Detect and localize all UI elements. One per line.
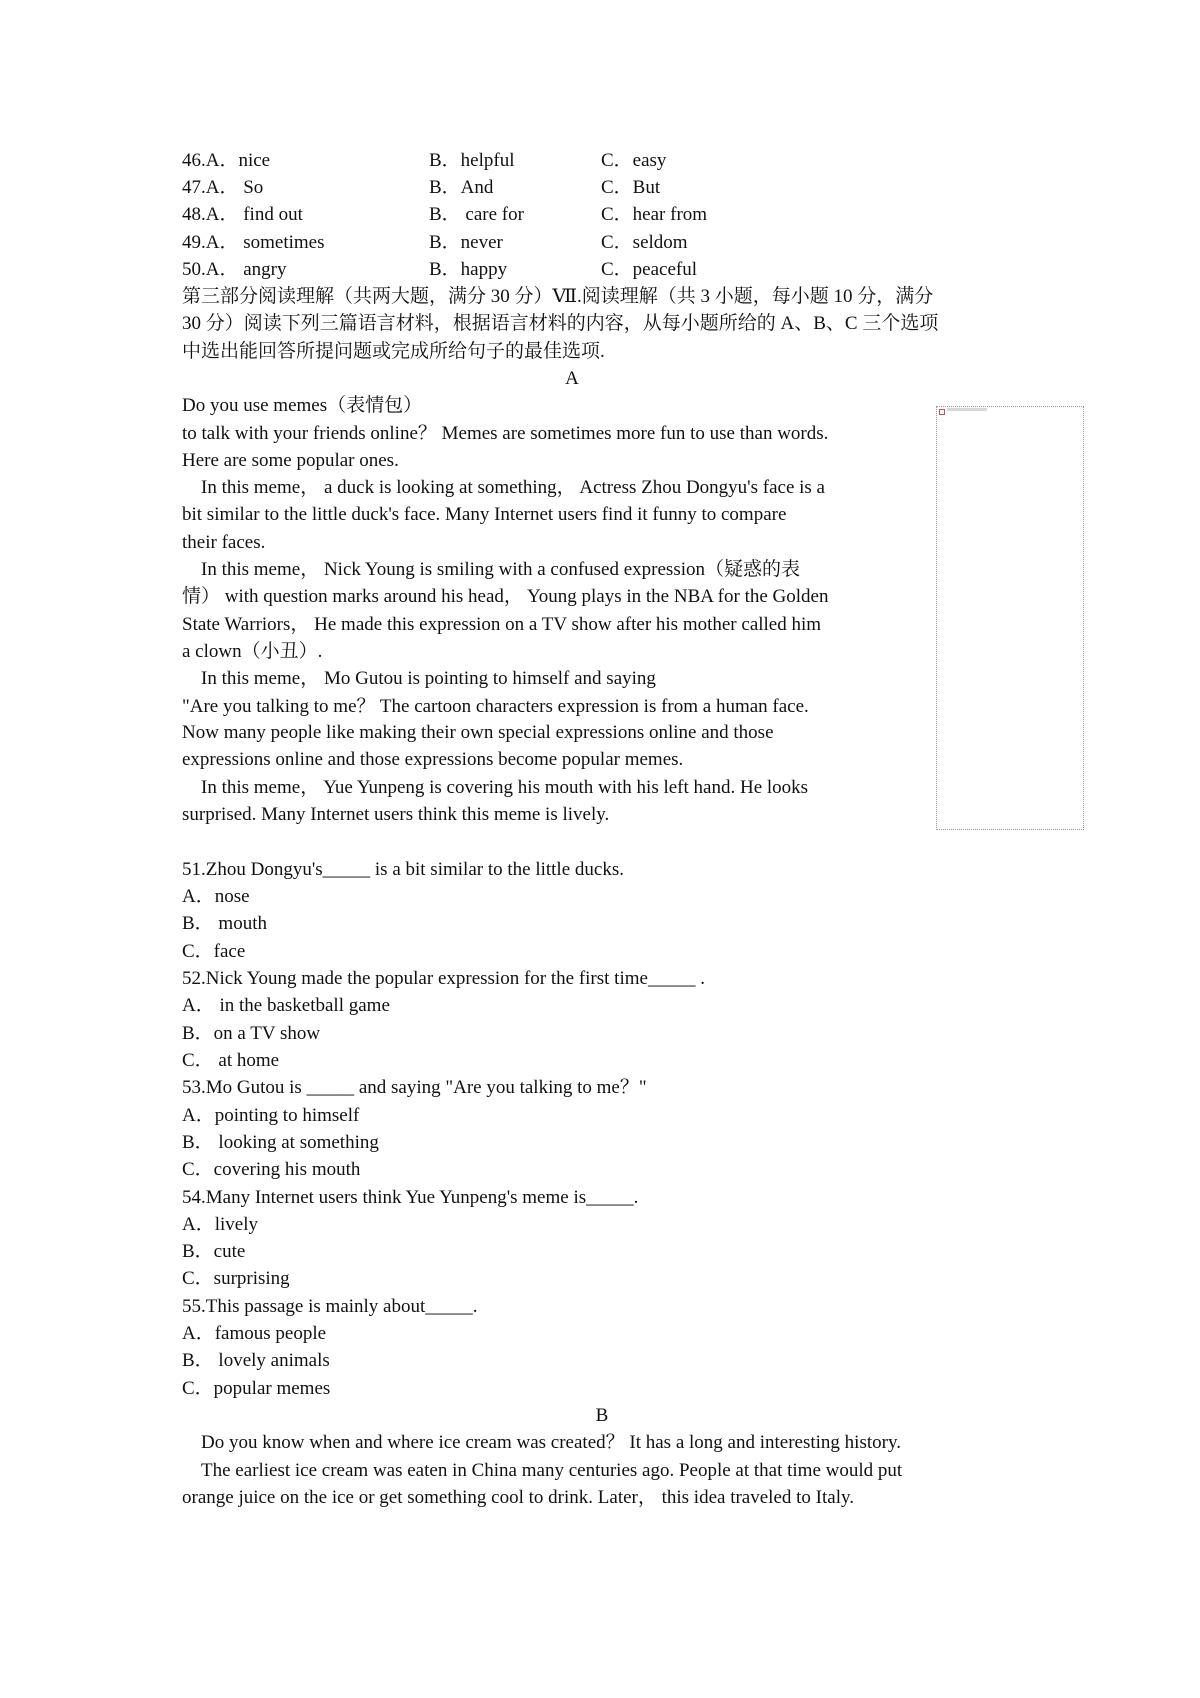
- answer-option: A．lively: [182, 1214, 258, 1235]
- passage-line: Now many people like making their own special expressions online and those: [182, 722, 774, 743]
- answer-option: B．on a TV show: [182, 1023, 321, 1044]
- option-a: 50.A． angry: [182, 259, 287, 280]
- answer-option: B． lovely animals: [182, 1350, 330, 1371]
- question-stem: 53.Mo Gutou is _____ and saying "Are you talking to me？": [182, 1077, 647, 1098]
- passage-line: In this meme， Yue Yunpeng is covering his mouth with his left hand. He looks: [182, 777, 809, 798]
- option-c: C．seldom: [601, 232, 688, 253]
- passage-line: surprised. Many Internet users think this meme is lively.: [182, 804, 610, 825]
- passage-line: a clown（小丑）.: [182, 641, 323, 662]
- passage-line: bit similar to the little duck's face. Many Internet users find it funny to compare: [182, 504, 787, 525]
- question-stem: 52.Nick Young made the popular expression for the first time_____ .: [182, 968, 705, 989]
- option-b: B．happy: [429, 259, 508, 280]
- answer-option: B．cute: [182, 1241, 246, 1262]
- section-intro-line: 30 分）阅读下列三篇语言材料，根据语言材料的内容，从每小题所给的 A、B、C 三个选项: [182, 313, 939, 334]
- option-c: C．easy: [601, 150, 667, 171]
- option-c: C．peaceful: [601, 259, 698, 280]
- passage-line: The earliest ice cream was eaten in China many centuries ago. People at that time would put: [182, 1460, 903, 1481]
- option-a: 48.A． find out: [182, 204, 303, 225]
- answer-option: A．nose: [182, 886, 250, 907]
- answer-option: B． mouth: [182, 913, 267, 934]
- passage-line: Here are some popular ones.: [182, 450, 399, 471]
- image-caption-mark: [947, 408, 987, 411]
- meme-image-placeholder: [936, 406, 1084, 830]
- option-b: B．And: [429, 177, 494, 198]
- answer-option: A．famous people: [182, 1323, 327, 1344]
- passage-line: their faces.: [182, 532, 266, 553]
- option-b: B． care for: [429, 204, 524, 225]
- option-a: 49.A． sometimes: [182, 232, 325, 253]
- passage-line: In this meme， a duck is looking at something， Actress Zhou Dongyu's face is a: [182, 477, 825, 498]
- option-b: B．never: [429, 232, 503, 253]
- passage-line: State Warriors， He made this expression on a TV show after his mother called him: [182, 614, 822, 635]
- answer-option: C．covering his mouth: [182, 1159, 361, 1180]
- passage-line: orange juice on the ice or get something cool to drink. Later， this idea traveled to Italy.: [182, 1487, 854, 1508]
- cloze-option-row: [182, 257, 962, 283]
- answer-option: A．pointing to himself: [182, 1105, 360, 1126]
- cloze-option-row: [182, 175, 962, 201]
- answer-option: B． looking at something: [182, 1132, 379, 1153]
- passage-line: In this meme， Nick Young is smiling with a confused expression（疑惑的表: [182, 559, 800, 580]
- passage-line: Do you know when and where ice cream was created？ It has a long and interesting history.: [182, 1432, 901, 1453]
- answer-option: C．face: [182, 941, 246, 962]
- option-c: C．hear from: [601, 204, 708, 225]
- answer-option: C．popular memes: [182, 1378, 331, 1399]
- question-stem: 55.This passage is mainly about_____.: [182, 1296, 478, 1317]
- cloze-option-row: [182, 230, 962, 256]
- option-a: 47.A． So: [182, 177, 264, 198]
- question-stem: 54.Many Internet users think Yue Yunpeng's meme is_____.: [182, 1187, 639, 1208]
- passage-line: Do you use memes（表情包）: [182, 395, 423, 416]
- answer-option: A． in the basketball game: [182, 995, 390, 1016]
- cloze-option-row: [182, 202, 962, 228]
- option-b: B．helpful: [429, 150, 515, 171]
- section-intro-line: 中选出能回答所提问题或完成所给句子的最佳选项.: [182, 341, 605, 362]
- passage-line: 情） with question marks around his head， Young plays in the NBA for the Golden: [182, 586, 829, 607]
- option-a: 46.A．nice: [182, 150, 271, 171]
- option-c: C．But: [601, 177, 661, 198]
- passage-b-heading: B: [595, 1405, 609, 1426]
- passage-a-heading: A: [565, 368, 579, 389]
- answer-option: C． at home: [182, 1050, 280, 1071]
- cloze-option-row: [182, 148, 962, 174]
- section-intro-line: 第三部分阅读理解（共两大题，满分 30 分）Ⅶ.阅读理解（共 3 小题，每小题 10 分，满分: [182, 286, 934, 307]
- passage-line: expressions online and those expressions become popular memes.: [182, 749, 684, 770]
- broken-image-icon: [939, 409, 945, 415]
- passage-line: In this meme， Mo Gutou is pointing to himself and saying: [182, 668, 656, 689]
- question-stem: 51.Zhou Dongyu's_____ is a bit similar to the little ducks.: [182, 859, 624, 880]
- passage-line: to talk with your friends online？ Memes are sometimes more fun to use than words.: [182, 423, 829, 444]
- passage-line: "Are you talking to me？ The cartoon characters expression is from a human face.: [182, 696, 809, 717]
- answer-option: C．surprising: [182, 1268, 290, 1289]
